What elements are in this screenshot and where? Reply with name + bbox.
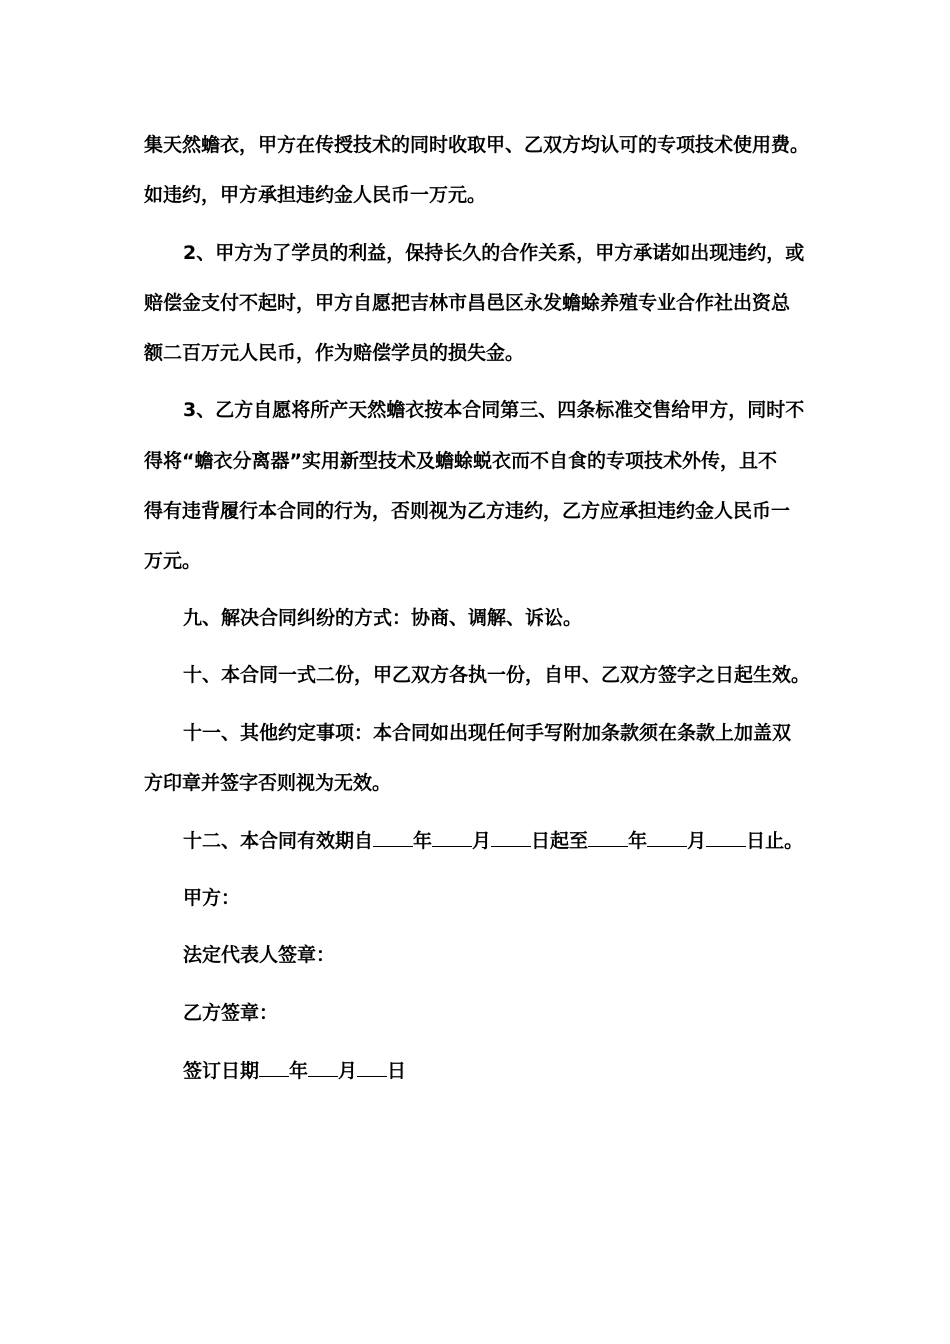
signing-date-prefix: 签订日期 [183,1060,260,1082]
signing-year-blank[interactable] [259,1057,289,1077]
signing-year-label: 年 [289,1060,309,1082]
paragraph-continued-line-1: 集天然蟾衣，甲方在传授技术的同时收取甲、乙双方均认可的专项技术使用费。 [144,134,810,156]
clause-2-line-3: 额二百万元人民币，作为赔偿学员的损失金。 [144,342,525,364]
section-11-line-1: 十一、其他约定事项：本合同如出现任何手写附加条款须在条款上加盖双 [183,722,792,744]
end-year-label: 年 [628,830,648,852]
end-day-blank[interactable] [706,827,746,847]
signing-month-label: 月 [338,1060,358,1082]
signing-month-blank[interactable] [308,1057,338,1077]
party-a-label: 甲方： [183,887,241,909]
signing-date [183,1057,406,1084]
clause-3-line-2: 得将“蟾衣分离器”实用新型技术及蟾蜍蜕衣而不自食的专项技术外传，且不 [144,450,777,472]
section-9: 九、解决合同纠纷的方式：协商、调解、诉讼。 [183,607,583,629]
clause-3-line-3: 得有违背履行本合同的行为，否则视为乙方违约，乙方应承担违约金人民币一 [144,500,791,522]
clause-2-line-2: 赔偿金支付不起时，甲方自愿把吉林市昌邑区永发蟾蜍养殖专业合作社出资总 [144,292,791,314]
section-12-validity [183,827,803,854]
section-12-prefix: 十二、本合同有效期自 [183,830,374,852]
end-year-blank[interactable] [588,827,628,847]
start-year-blank[interactable] [373,827,413,847]
section-11-line-2: 方印章并签字否则视为无效。 [144,772,392,794]
signing-day-label: 日 [387,1060,407,1082]
clause-3-line-4: 万元。 [144,550,202,572]
start-day-blank[interactable] [491,827,531,847]
party-b-signature-label: 乙方签章： [183,1002,279,1024]
end-month-blank[interactable] [647,827,687,847]
signing-day-blank[interactable] [357,1057,387,1077]
start-day-label: 日起至 [531,830,589,852]
legal-representative-signature-label: 法定代表人签章： [183,944,336,966]
end-day-label: 日止。 [746,830,804,852]
start-month-label: 月 [472,830,492,852]
end-month-label: 月 [687,830,707,852]
clause-3-line-1: 3、乙方自愿将所产天然蟾衣按本合同第三、四条标准交售给甲方，同时不 [183,399,805,421]
paragraph-continued-line-2: 如违约，甲方承担违约金人民币一万元。 [144,184,487,206]
start-year-label: 年 [413,830,433,852]
section-10: 十、本合同一式二份，甲乙双方各执一份，自甲、乙双方签字之日起生效。 [183,664,811,686]
start-month-blank[interactable] [432,827,472,847]
clause-2-line-1: 2、甲方为了学员的利益，保持长久的合作关系，甲方承诺如出现违约，或 [183,242,805,264]
